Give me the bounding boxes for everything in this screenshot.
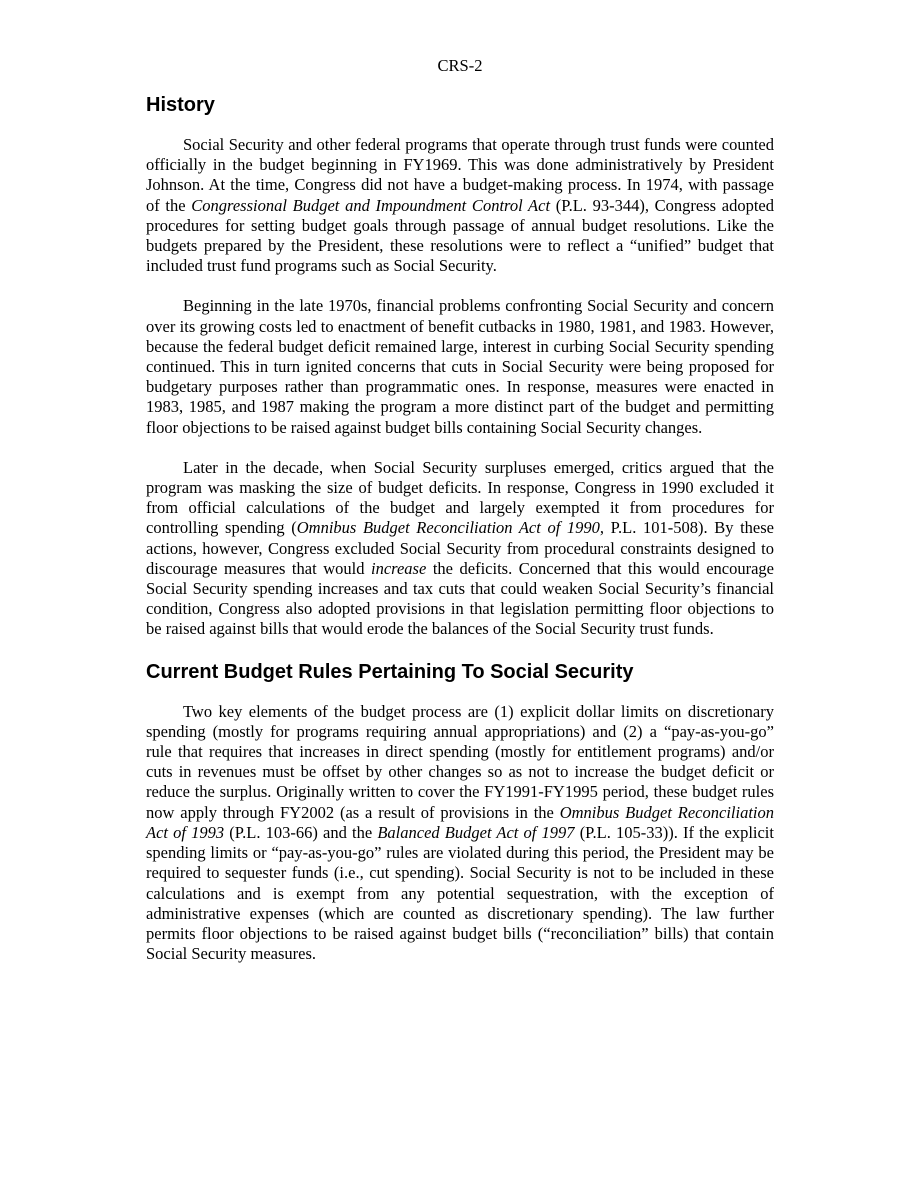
paragraph xyxy=(146,702,774,965)
text-run: Two key elements of the budget process are (1) explicit dollar limits on discretionary spending (mostly for programs requiring annual appropriations) and (2) a “pay-as-you-go” rule that requires that increases in direct spending (mostly for entitlement programs) and/or cuts in revenues must be offset by other changes so as not to increase the budget deficit or reduce the surplus. Originally written to cover the FY1991-FY1995 period, these budget rules now apply through FY2002 (as a result of provisions in the xyxy=(146,701,774,822)
italic-title-run: Omnibus Budget Reconciliation Act of 1990 xyxy=(296,518,600,538)
section-heading: Current Budget Rules Pertaining To Social Security xyxy=(146,660,634,683)
section-history xyxy=(146,92,774,640)
text-run: (P.L. 103-66) and the xyxy=(224,822,378,842)
text-run: , P.L. 101-508). By these actions, however, Congress excluded Social Security from procedural constraints designed to discourage measures that would xyxy=(146,518,774,578)
italic-title-run: increase xyxy=(371,558,427,578)
section-current-budget-rules xyxy=(146,659,774,965)
document-body xyxy=(146,92,774,984)
italic-title-run: Omnibus Budget Reconciliation Act of 1993 xyxy=(146,802,774,842)
paragraph xyxy=(146,135,774,276)
section-heading: History xyxy=(146,94,215,116)
page-number: CRS-2 xyxy=(437,56,483,75)
text-run: Beginning in the late 1970s, financial problems confronting Social Security and concern over its growing costs led to enactment of benefit cutbacks in 1980, 1981, and 1983. However, because the federal budget deficit remained large, interest in curbing Social Security spending continued. This in turn ignited concerns that cuts in Social Security were being proposed for budgetary purposes rather than programmatic ones. In response, measures were enacted in 1983, 1985, and 1987 making the program a more distinct part of the budget and permitting floor objections to be raised against budget bills containing Social Security changes. xyxy=(146,296,774,437)
italic-title-run: Balanced Budget Act of 1997 xyxy=(377,822,575,842)
text-run: (P.L. 105-33)). If the explicit spending limits or “pay-as-you-go” rules are violated during this period, the President may be required to sequester funds (i.e., cut spending). Social Security is not to be included in these calculations and is exempt from any potential sequestration, with the exception of administrative expenses (which are counted as discretionary spending). The law further permits floor objections to be raised against budget bills (“reconciliation” bills) that contain Social Security measures. xyxy=(146,822,774,964)
text-run: Social Security and other federal programs that operate through trust funds were counted officially in the budget beginning in FY1969. This was done administratively by President Johnson. At the time, Congress did not have a budget-making process. In 1974, with passage of the xyxy=(146,135,774,215)
text-run: the deficits. Concerned that this would encourage Social Security spending increases and tax cuts that could weaken Social Security’s financial condition, Congress also adopted provisions in that legislation permitting floor objections to be raised against bills that would erode the balances of the Social Security trust funds. xyxy=(146,558,774,639)
paragraph xyxy=(146,458,774,640)
italic-title-run: Congressional Budget and Impoundment Control Act xyxy=(191,195,551,215)
paragraph xyxy=(146,296,774,437)
text-run: Later in the decade, when Social Security surpluses emerged, critics argued that the program was masking the size of budget deficits. In response, Congress in 1990 excluded it from official calculations of the budget and largely exempted it from procedures for controlling spending ( xyxy=(146,457,774,538)
text-run: (P.L. 93-344), Congress adopted procedures for setting budget goals through passage of annual budget resolutions. Like the budgets prepared by the President, these resolutions were to reflect a “unified” budget that included trust fund programs such as Social Security. xyxy=(146,195,774,276)
